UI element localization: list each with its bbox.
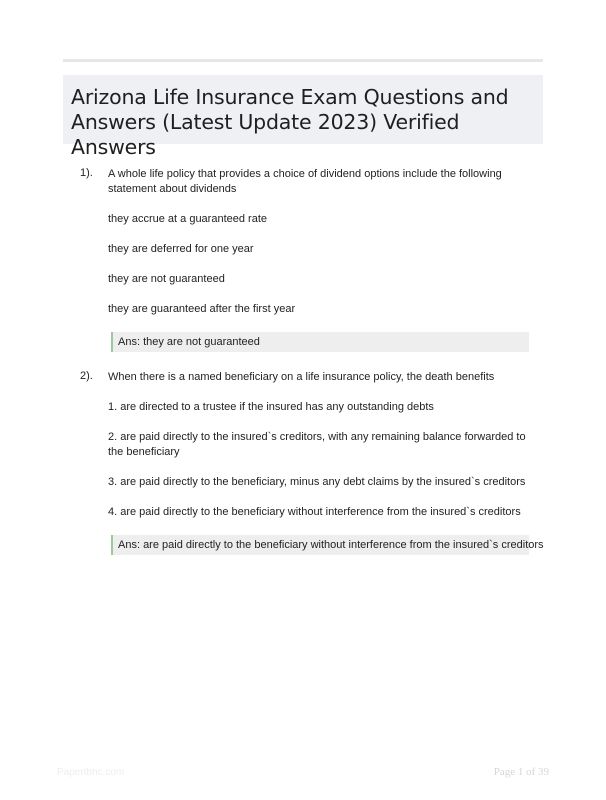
answer-option: 3. are paid directly to the beneficiary, minus any debt claims by the insured`s creditors (108, 476, 526, 488)
answer-option: they are deferred for one year (108, 243, 254, 255)
question-text: A whole life policy that provides a choice of dividend options include the following statement about dividends (108, 168, 502, 195)
answer-option: 2. are paid directly to the insured`s creditors, with any remaining balance forwarded to the beneficiary (108, 431, 526, 458)
question-number: 1). (80, 167, 93, 179)
footer-site-watermark: Papertbhc.com (57, 767, 125, 778)
question-text: When there is a named beneficiary on a life insurance policy, the death benefits (108, 371, 495, 383)
question-number: 2). (80, 370, 93, 382)
answer-box: Ans: they are not guaranteed (111, 332, 529, 352)
answer-option: 4. are paid directly to the beneficiary without interference from the insured`s creditors (108, 506, 521, 518)
answer-option: they are guaranteed after the first year (108, 303, 296, 315)
top-divider (63, 59, 543, 62)
answer-option: 1. are directed to a trustee if the insured has any outstanding debts (108, 401, 434, 413)
title-banner (63, 75, 543, 159)
answer-box: Ans: are paid directly to the beneficiary without interference from the insured`s creditors (111, 535, 529, 555)
page-number: Page 1 of 39 (493, 766, 549, 778)
question-block (80, 167, 540, 352)
question-block (80, 370, 544, 555)
page-title: Arizona Life Insurance Exam Questions and Answers (Latest Update 2023) Verified Answers (71, 85, 509, 159)
answer-option: they are not guaranteed (108, 273, 225, 285)
answer-option: they accrue at a guaranteed rate (108, 213, 267, 225)
